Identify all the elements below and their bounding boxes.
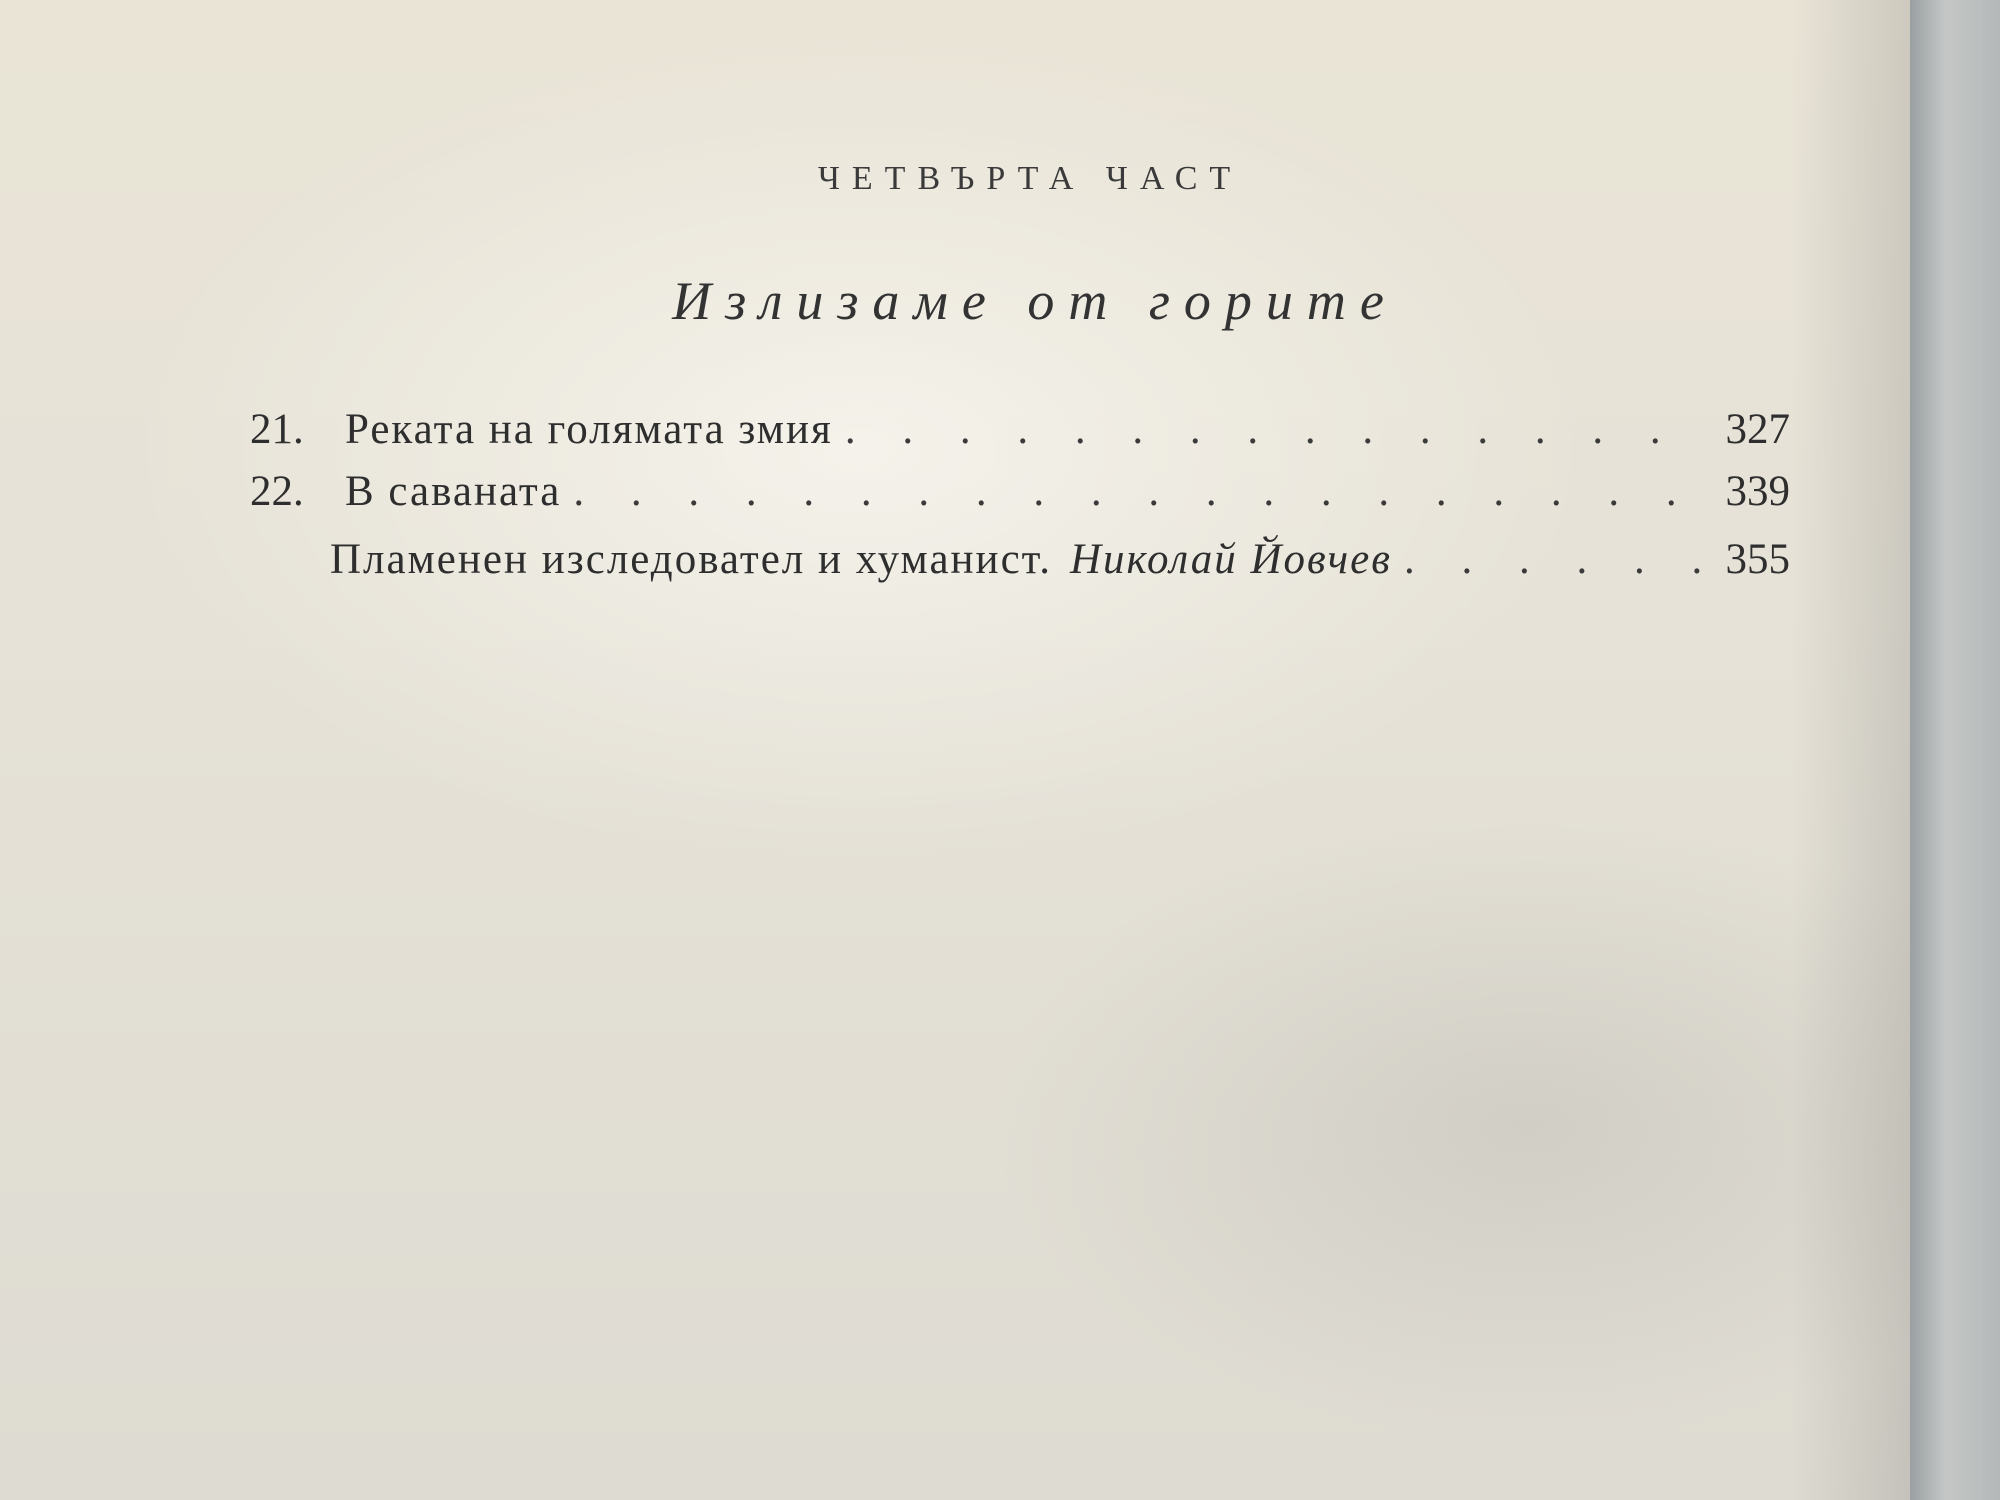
page-fold-shadow (1790, 0, 1910, 1500)
book-edge (1910, 0, 2000, 1500)
toc-entry (250, 467, 1790, 529)
toc-entry-author: Николай Йовчев (1069, 536, 1392, 583)
table-of-contents (250, 405, 1790, 597)
toc-entry (250, 535, 1790, 597)
toc-entry-title: В саваната (345, 468, 562, 515)
part-title: Излизаме от горите (672, 271, 1398, 331)
toc-entry (250, 405, 1790, 467)
toc-entry-title: Реката на голямата змия (345, 406, 833, 453)
toc-entry-page: 355 (1725, 536, 1790, 583)
part-heading: ЧЕТВЪРТА ЧАСТ (817, 160, 1243, 197)
toc-entry-number: 22. (250, 468, 304, 515)
toc-entry-number: 21. (250, 406, 304, 453)
dot-leader (845, 405, 1708, 454)
dot-leader (1404, 535, 1708, 584)
toc-entry-page: 339 (1725, 468, 1790, 515)
toc-entry-title: Пламенен изследовател и хуманист. (330, 536, 1052, 583)
toc-entry-page: 327 (1725, 406, 1790, 453)
dot-leader (573, 467, 1708, 516)
